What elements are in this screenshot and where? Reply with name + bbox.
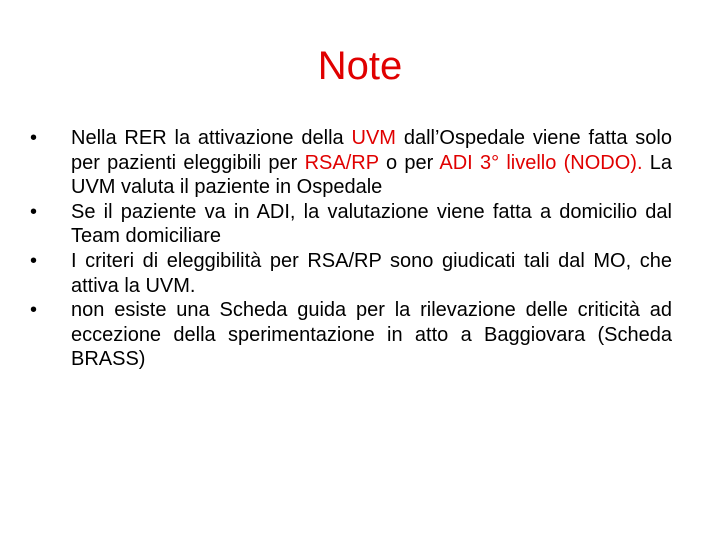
bullet-text-segment: La UVM valuta il paziente in Ospedale [71, 151, 672, 199]
bullet-text-segment: I criteri di eleggibilità per RSA/RP sono giudicati tali dal MO, che attiva la UVM. [71, 249, 672, 297]
bullet-dot-icon: • [30, 200, 38, 223]
bullet-item [30, 126, 672, 200]
slide-title: Note [317, 44, 403, 88]
bullet-list [30, 126, 672, 372]
bullet-item [30, 298, 672, 372]
bullet-dot-icon: • [30, 299, 38, 322]
bullet-text-segment: Se il paziente va in ADI, la valutazione viene fatta a domicilio dal Team domiciliare [71, 200, 672, 248]
bullet-dot-icon: • [30, 127, 38, 149]
bullet-text-segment: non esiste una Scheda guida per la rilevazione delle criticità ad eccezione della sperimentazione in atto a Baggiovara (Scheda BRASS) [71, 299, 672, 371]
bullet-dot-icon: • [30, 249, 38, 272]
highlighted-term: RSA/RP [304, 151, 379, 174]
bullet-text-segment: dall’Ospedale viene fatta solo per pazienti eleggibili per [71, 127, 672, 174]
bullet-item [30, 200, 672, 249]
bullet-text-segment: Nella RER la attivazione della [71, 127, 352, 149]
bullet-text-segment: o per [378, 151, 440, 174]
highlighted-term: ADI 3° livello (NODO). [439, 151, 643, 174]
bullet-item [30, 249, 672, 298]
highlighted-term: UVM [351, 127, 396, 149]
